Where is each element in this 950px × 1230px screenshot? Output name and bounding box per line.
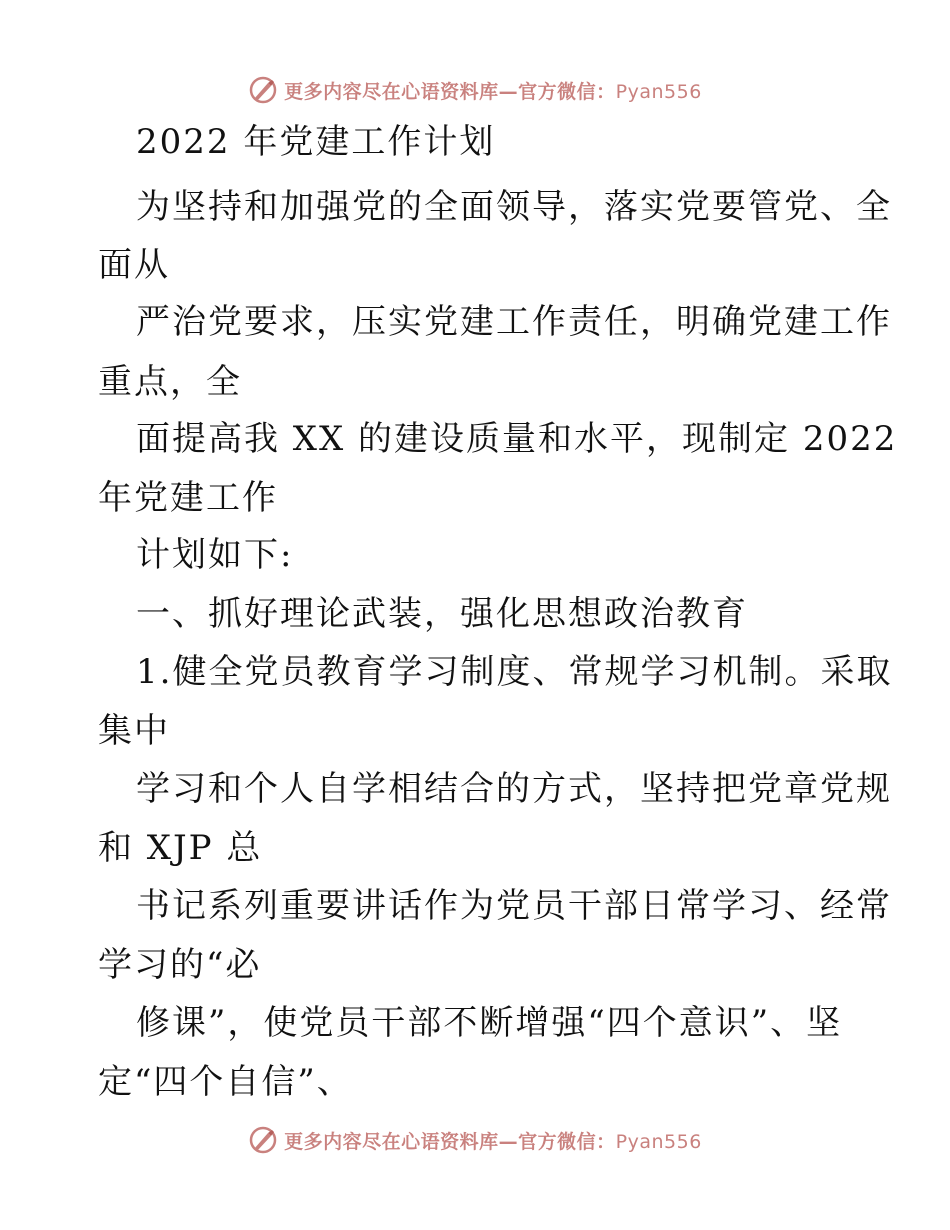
paragraph-line: 定“四个自信”、 — [98, 1062, 353, 1102]
watermark-text: 更多内容尽在心语资料库—官方微信：Pyan556 — [284, 1130, 702, 1153]
paragraph-line: 计划如下: — [136, 535, 294, 575]
paragraph-line: 面提高我 XX 的建设质量和水平，现制定 2022 — [136, 419, 898, 459]
header-watermark — [0, 70, 950, 110]
paragraph-line: 年党建工作 — [98, 478, 278, 518]
paragraph-line: 为坚持和加强党的全面领导，落实党要管党、全 — [136, 187, 892, 227]
watermark-text: 更多内容尽在心语资料库—官方微信：Pyan556 — [284, 80, 702, 103]
paragraph-line: 书记系列重要讲话作为党员干部日常学习、经常 — [136, 886, 892, 926]
pen-logo-icon — [248, 1125, 278, 1155]
paragraph-line: 严治党要求，压实党建工作责任，明确党建工作 — [136, 302, 892, 342]
paragraph-line: 和 XJP 总 — [98, 828, 263, 868]
paragraph-line: 重点，全 — [98, 362, 242, 402]
paragraph-line: 面从 — [98, 245, 170, 285]
footer-watermark — [0, 1120, 950, 1160]
paragraph-line: 1.健全党员教育学习制度、常规学习机制。采取 — [136, 652, 893, 692]
paragraph-line: 学习和个人自学相结合的方式，坚持把党章党规 — [136, 769, 892, 809]
paragraph-line: 集中 — [98, 711, 170, 751]
section-heading: 一、抓好理论武装，强化思想政治教育 — [136, 594, 748, 634]
paragraph-line: 学习的“必 — [98, 945, 262, 985]
paragraph-line: 修课”，使党员干部不断增强“四个意识”、坚 — [136, 1003, 843, 1043]
pen-logo-icon — [248, 75, 278, 105]
document-title: 2022 年党建工作计划 — [136, 122, 496, 162]
